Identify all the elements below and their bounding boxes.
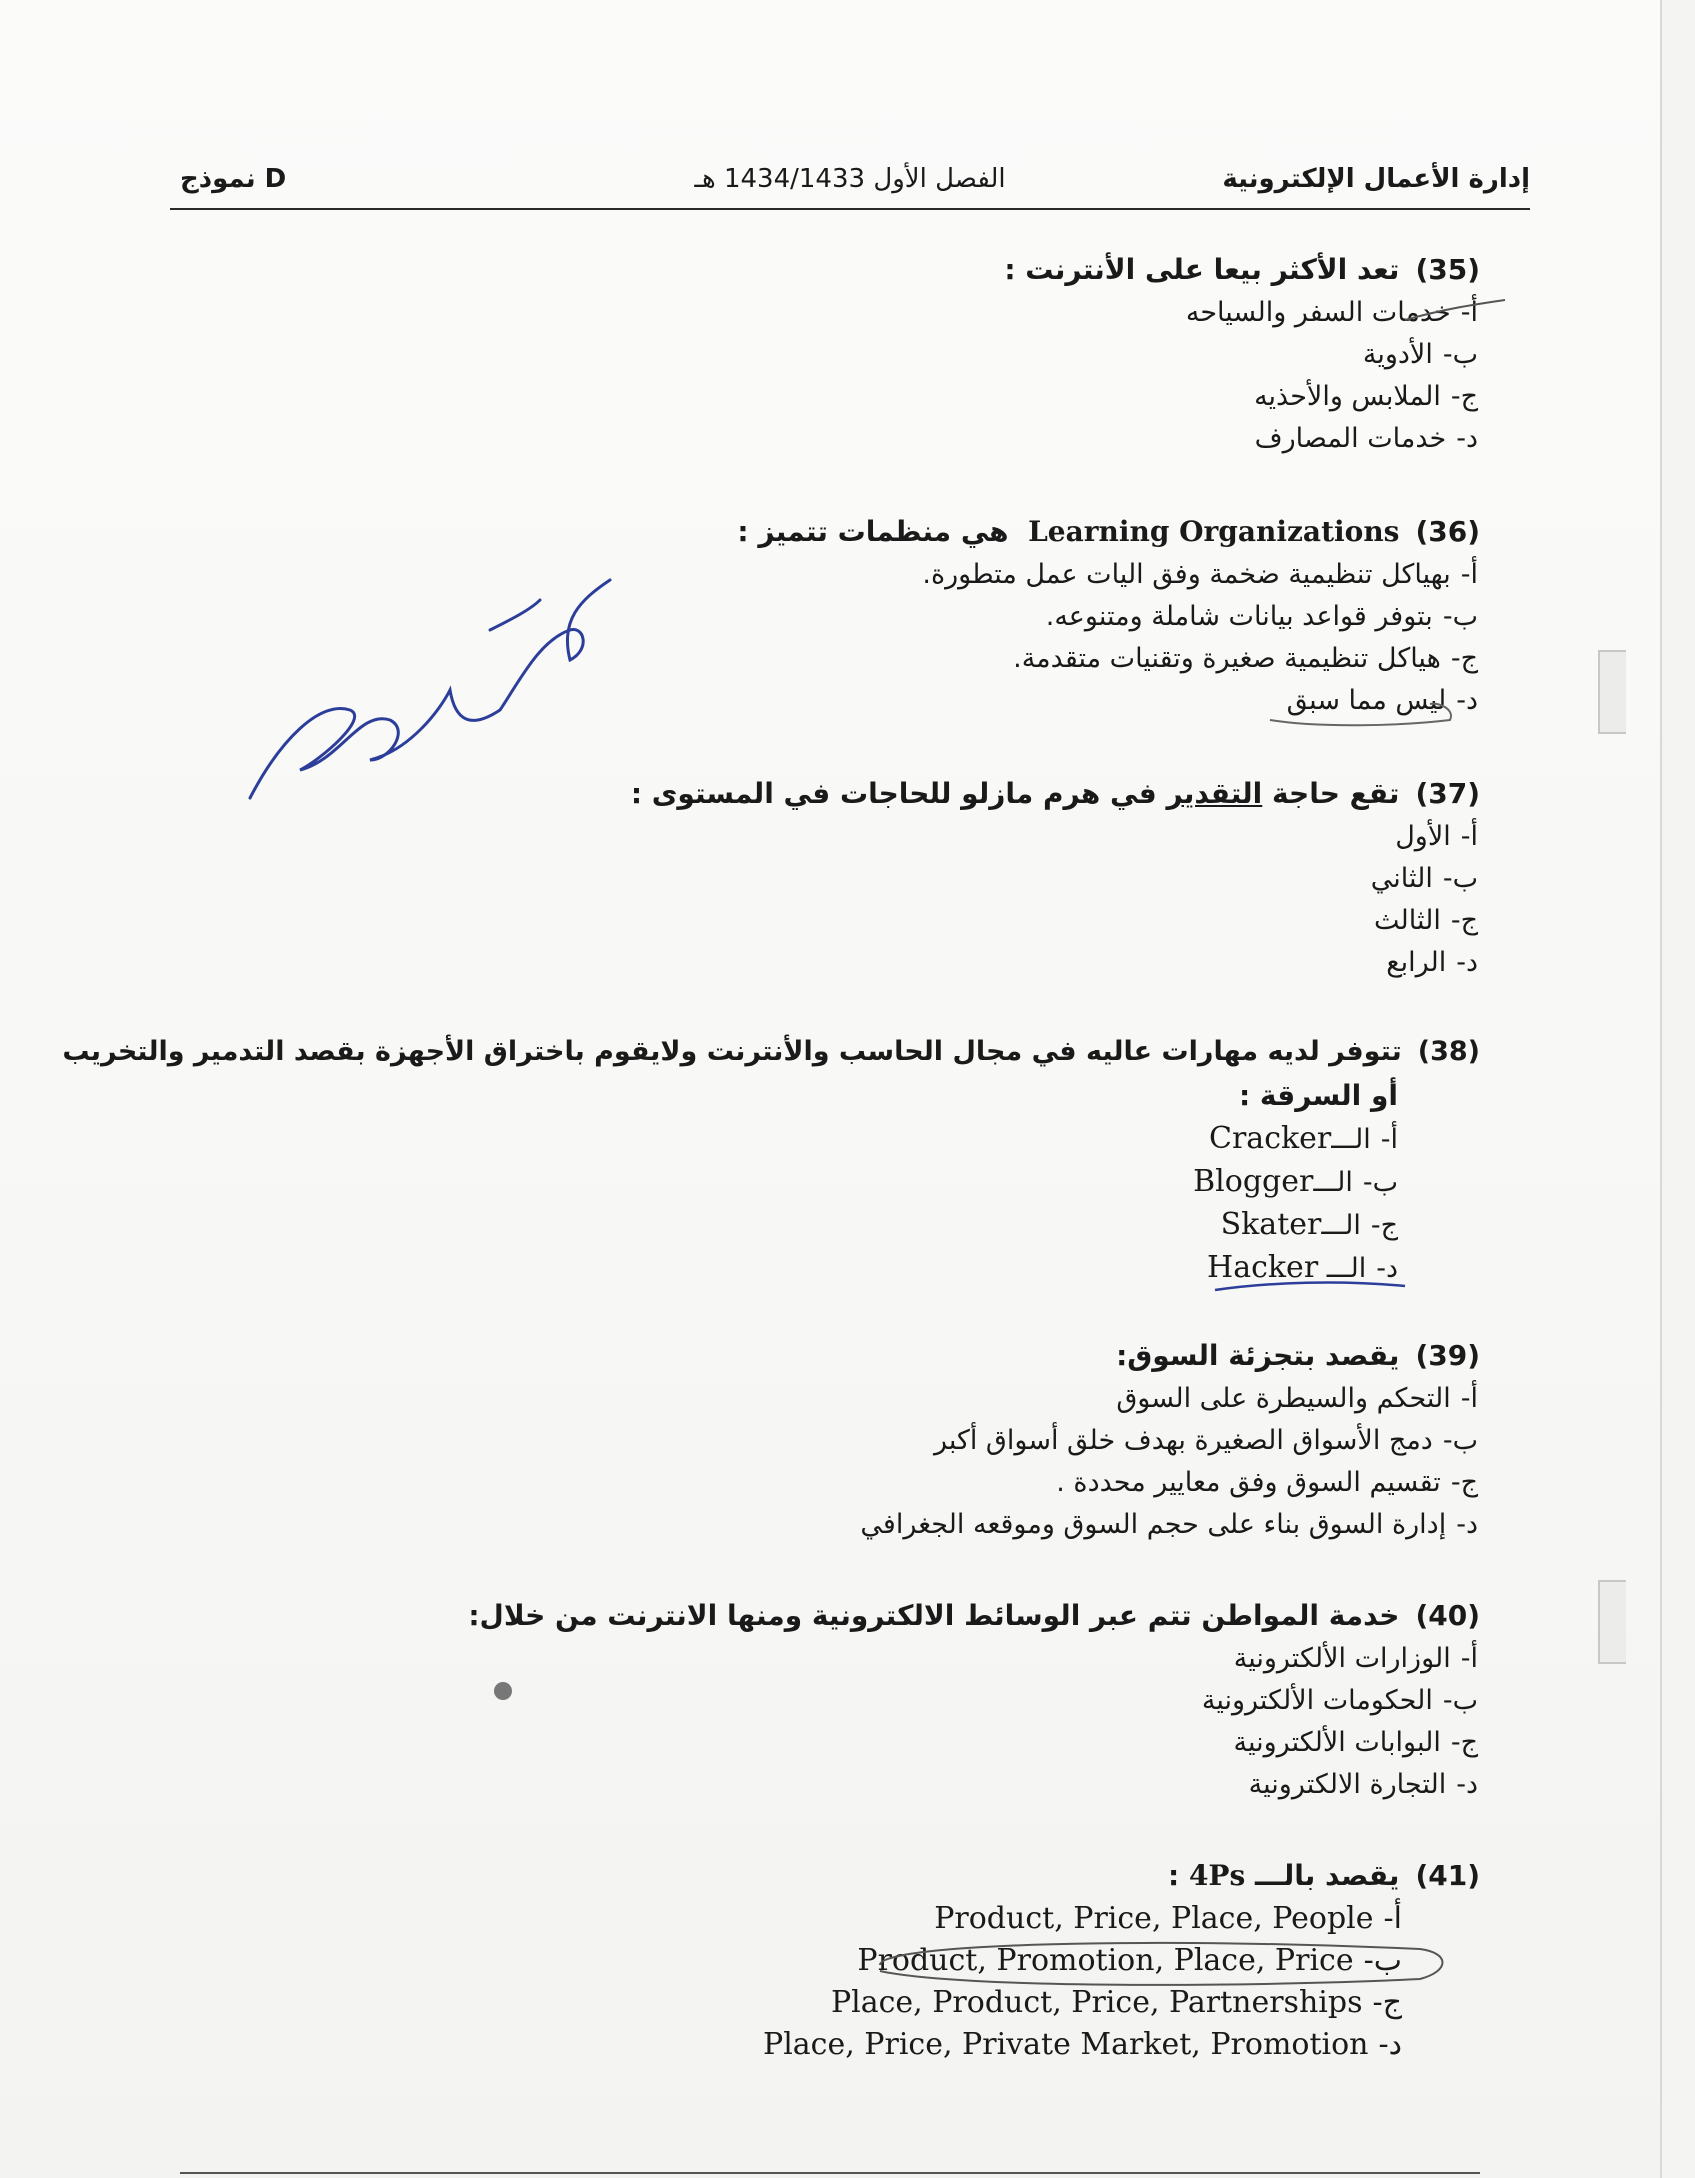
option-text: الثاني	[1370, 863, 1433, 894]
option-letter: ب-	[1442, 339, 1478, 370]
option-letter: د-	[1456, 423, 1478, 454]
options-list	[468, 1638, 1478, 1806]
option-latin: Skater	[1220, 1207, 1322, 1242]
option-b	[468, 1680, 1478, 1722]
stem-text: تعد الأكثر بيعا على الأنترنت :	[1004, 253, 1400, 286]
options-list	[62, 1118, 1398, 1290]
option-d	[763, 2024, 1402, 2066]
option-letter: أ-	[1460, 1643, 1478, 1674]
question-number: (39)	[1415, 1339, 1480, 1372]
stem-colon: :	[1167, 1859, 1180, 1892]
option-letter: ب-	[1442, 1685, 1478, 1716]
option-d	[1004, 418, 1478, 460]
option-text: الـــ	[1326, 1253, 1367, 1284]
option-letter: أ-	[1460, 1383, 1478, 1414]
option-a	[631, 816, 1478, 858]
option-text: تقسيم السوق وفق معايير محددة .	[1056, 1467, 1441, 1498]
option-text: Place, Price, Private Market, Promotion	[763, 2027, 1369, 2062]
option-text: بهياكل تنظيمية ضخمة وفق اليات عمل متطورة.	[922, 559, 1451, 590]
option-text: الثالث	[1373, 905, 1441, 936]
option-text: هياكل تنظيمية صغيرة وتقنيات متقدمة.	[1013, 643, 1441, 674]
options-list	[631, 816, 1478, 984]
option-d	[737, 680, 1478, 722]
option-text: التحكم والسيطرة على السوق	[1116, 1383, 1451, 1414]
option-d	[468, 1764, 1478, 1806]
option-latin: Hacker	[1207, 1250, 1319, 1285]
question-number: (37)	[1415, 777, 1480, 810]
stem-latin-term: 4Ps	[1188, 1859, 1246, 1892]
question-stem	[860, 1334, 1480, 1378]
option-c	[860, 1462, 1478, 1504]
option-b	[860, 1420, 1478, 1462]
option-d	[860, 1504, 1478, 1546]
stem-latin-term: Learning Organizations	[1028, 515, 1400, 548]
stem-text: خدمة المواطن تتم عبر الوسائط الالكترونية ومنها الانترنت من خلال:	[468, 1599, 1400, 1632]
option-letter: أ-	[1383, 1901, 1402, 1936]
option-letter: ج-	[1450, 643, 1478, 674]
stem-text: تتوفر لديه مهارات عاليه في مجال الحاسب والأنترنت ولايقوم باختراق الأجهزة بقصد التدمير والتخريب	[62, 1036, 1402, 1067]
option-c	[737, 638, 1478, 680]
question-number: (41)	[1415, 1859, 1480, 1892]
footer-rule	[180, 2172, 1480, 2174]
option-text: الـــ	[1331, 1124, 1371, 1155]
question-stem	[468, 1594, 1480, 1638]
option-text: الـــ	[1313, 1167, 1353, 1198]
page-tab-top	[1598, 650, 1626, 734]
question-38	[62, 1030, 1480, 1290]
option-letter: ج-	[1450, 1467, 1478, 1498]
option-c	[763, 1982, 1402, 2024]
option-text: خدمات السفر والسياحه	[1185, 297, 1451, 328]
option-text: الرابع	[1386, 947, 1447, 978]
option-letter: ب-	[1362, 1167, 1398, 1198]
question-number: (35)	[1415, 253, 1480, 286]
option-a	[62, 1118, 1398, 1161]
option-letter: ج-	[1450, 905, 1478, 936]
option-letter: ب-	[1442, 601, 1478, 632]
option-c	[468, 1722, 1478, 1764]
question-stem	[763, 1854, 1480, 1898]
question-number: (40)	[1415, 1599, 1480, 1632]
option-text: الـــ	[1321, 1210, 1361, 1241]
option-text: خدمات المصارف	[1254, 423, 1447, 454]
question-stem	[631, 772, 1480, 816]
option-letter: ج-	[1450, 1727, 1478, 1758]
option-text: دمج الأسواق الصغيرة بهدف خلق أسواق أكبر	[933, 1425, 1433, 1456]
stem-text: يقصد بالـــ	[1255, 1859, 1400, 1892]
option-text: الملابس والأحذيه	[1254, 381, 1441, 412]
stem-text: هي منظمات تتميز :	[737, 515, 1009, 548]
option-b	[737, 596, 1478, 638]
option-letter: ب-	[1363, 1943, 1402, 1978]
page-tab-bottom	[1598, 1580, 1626, 1664]
question-stem	[737, 510, 1480, 554]
course-title: إدارة الأعمال الإلكترونية	[1222, 164, 1530, 194]
option-letter: د-	[1378, 2027, 1402, 2062]
option-letter: أ-	[1460, 559, 1478, 590]
option-text: بتوفر قواعد بيانات شاملة ومتنوعه.	[1045, 601, 1433, 632]
option-letter: أ-	[1380, 1124, 1398, 1155]
option-letter: د-	[1456, 1769, 1478, 1800]
option-c	[1004, 376, 1478, 418]
option-text: ليس مما سبق	[1286, 685, 1447, 716]
option-letter: د-	[1456, 685, 1478, 716]
option-a	[860, 1378, 1478, 1420]
option-d	[62, 1247, 1398, 1290]
scan-dot	[494, 1682, 512, 1700]
option-a	[1004, 292, 1478, 334]
model-label: نموذج D	[180, 164, 287, 194]
question-number: (36)	[1415, 515, 1480, 548]
option-text: الأول	[1395, 821, 1451, 852]
option-text: إدارة السوق بناء على حجم السوق وموقعه الجغرافي	[860, 1509, 1447, 1540]
question-stem	[62, 1030, 1480, 1074]
options-list	[860, 1378, 1478, 1546]
question-number: (38)	[1417, 1036, 1480, 1067]
option-b	[763, 1940, 1402, 1982]
handwritten-signature	[240, 560, 620, 820]
option-latin: Cracker	[1209, 1121, 1332, 1156]
option-a	[763, 1898, 1402, 1940]
option-letter: د-	[1456, 1509, 1478, 1540]
options-list	[763, 1898, 1402, 2066]
option-text: البوابات الألكترونية	[1233, 1727, 1441, 1758]
option-letter: ب-	[1442, 1425, 1478, 1456]
options-list	[737, 554, 1478, 722]
stem-continuation: أو السرقة :	[1238, 1079, 1398, 1112]
option-b	[62, 1161, 1398, 1204]
option-text: Product, Promotion, Place, Price	[857, 1943, 1354, 1978]
question-36	[737, 510, 1480, 722]
option-b	[631, 858, 1478, 900]
option-letter: د-	[1376, 1253, 1398, 1284]
question-39	[860, 1334, 1480, 1546]
stem-text: يقصد بتجزئة السوق:	[1116, 1339, 1400, 1372]
option-a	[737, 554, 1478, 596]
stem-underlined-term: التقدير	[1166, 777, 1263, 810]
option-letter: د-	[1456, 947, 1478, 978]
option-letter: أ-	[1460, 821, 1478, 852]
question-37	[631, 772, 1480, 984]
option-letter: ج-	[1370, 1210, 1398, 1241]
question-stem	[1004, 248, 1480, 292]
option-d	[631, 942, 1478, 984]
page-header	[170, 158, 1530, 210]
option-c	[631, 900, 1478, 942]
option-text: Product, Price, Place, People	[934, 1901, 1374, 1936]
option-latin: Blogger	[1193, 1164, 1314, 1199]
stem-text: تقع حاجة	[1272, 777, 1400, 810]
option-c	[62, 1204, 1398, 1247]
option-text: الحكومات الألكترونية	[1201, 1685, 1433, 1716]
option-b	[1004, 334, 1478, 376]
option-letter: ج-	[1450, 381, 1478, 412]
term-label: الفصل الأول 1434/1433 هـ	[694, 164, 1006, 194]
question-41	[763, 1854, 1480, 2066]
options-list	[1004, 292, 1478, 460]
option-text: الأدوية	[1362, 339, 1433, 370]
option-letter: ج-	[1372, 1985, 1402, 2020]
option-text: التجارة الالكترونية	[1248, 1769, 1447, 1800]
question-40	[468, 1594, 1480, 1806]
stem-text-cont: في هرم مازلو للحاجات في المستوى :	[630, 777, 1157, 810]
option-letter: ب-	[1442, 863, 1478, 894]
option-text: Place, Product, Price, Partnerships	[830, 1985, 1363, 2020]
option-text: الوزارات الألكترونية	[1233, 1643, 1451, 1674]
option-letter: أ-	[1460, 297, 1478, 328]
question-35	[1004, 248, 1480, 460]
option-a	[468, 1638, 1478, 1680]
